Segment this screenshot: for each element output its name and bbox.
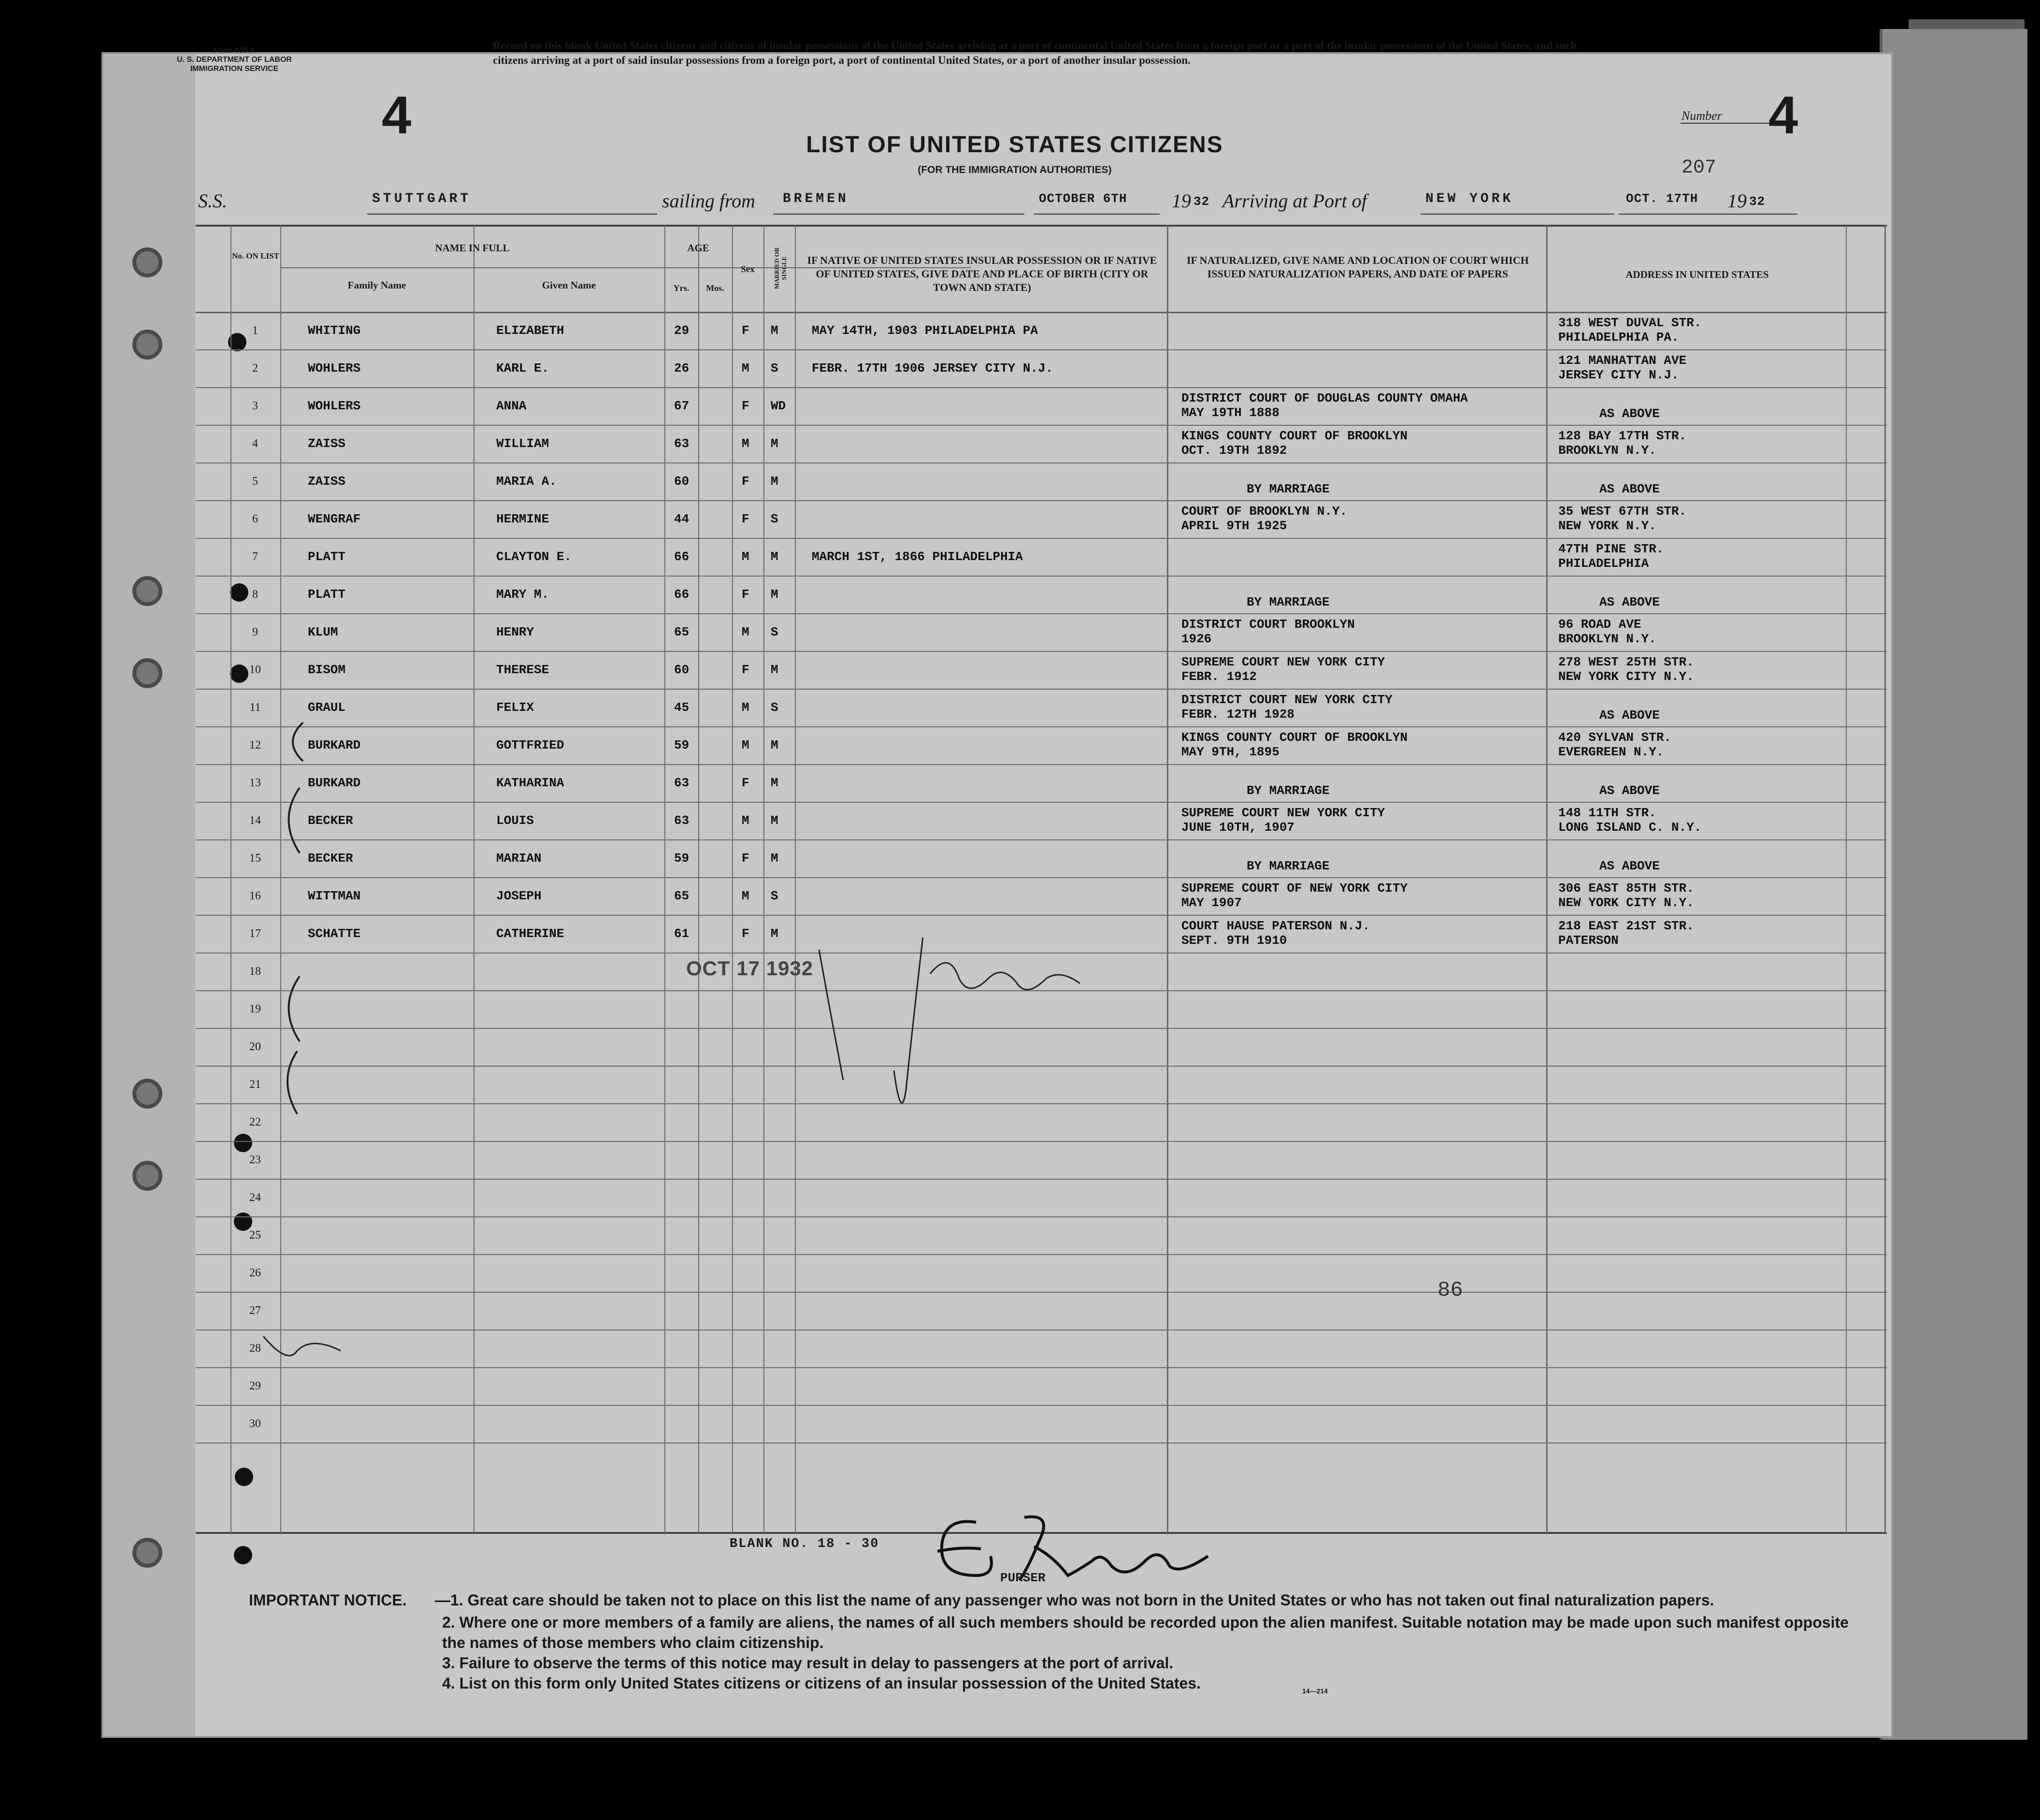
address-line-2: BROOKLYN N.Y. xyxy=(1558,443,1656,458)
col-header-address: ADDRESS IN UNITED STATES xyxy=(1625,269,1769,280)
age-years: 65 xyxy=(674,889,690,903)
arriving-label: Arriving at Port of xyxy=(1222,190,1367,212)
date-from-underline xyxy=(1034,214,1160,215)
col-header-sex: Sex xyxy=(741,264,755,274)
age-years: 66 xyxy=(674,549,690,564)
department-name: U. S. DEPARTMENT OF LABOR xyxy=(177,56,292,64)
address-line-2: BROOKLYN N.Y. xyxy=(1558,632,1656,646)
given-name: GOTTFRIED xyxy=(496,738,564,752)
address: AS ABOVE xyxy=(1599,406,1660,421)
row-number: 21 xyxy=(249,1078,261,1091)
family-name: GRAUL xyxy=(308,700,346,715)
given-name: ELIZABETH xyxy=(496,323,564,338)
row-number: 28 xyxy=(249,1342,261,1355)
list-number-left: 4 xyxy=(382,86,412,145)
row-number: 26 xyxy=(249,1267,261,1279)
age-years: 29 xyxy=(674,323,690,338)
family-name: BECKER xyxy=(308,851,353,866)
page-count-mark: 86 xyxy=(1437,1278,1463,1302)
family-name: WOHLERS xyxy=(308,361,361,376)
marital-status: M xyxy=(771,776,778,790)
address-line-2: EVERGREEN N.Y. xyxy=(1558,745,1664,759)
naturalization-date: MAY 9TH, 1895 xyxy=(1181,745,1279,759)
marital-status: M xyxy=(771,323,778,338)
given-name: THERESE xyxy=(496,663,549,677)
marital-status: S xyxy=(771,889,778,903)
signature-icon xyxy=(937,1521,991,1575)
age-years: 26 xyxy=(674,361,690,376)
age-years: 63 xyxy=(674,776,690,790)
ship-name: STUTTGART xyxy=(372,191,472,206)
row-number: 17 xyxy=(249,927,261,940)
given-name: MARY M. xyxy=(496,587,549,602)
address-line-2: JERSEY CITY N.J. xyxy=(1558,368,1679,382)
bracket-mark-icon xyxy=(293,722,303,761)
marital-status: M xyxy=(771,474,778,489)
binding-hole-icon xyxy=(132,1079,162,1109)
form-number: Form 630 A xyxy=(213,46,256,55)
port-from-underline xyxy=(773,214,1024,215)
naturalization-court: DISTRICT COURT OF DOUGLAS COUNTY OMAHA xyxy=(1181,391,1468,405)
arrival-year: 32 xyxy=(1749,194,1766,209)
naturalization-court: BY MARRIAGE xyxy=(1247,595,1330,609)
binding-hole-icon xyxy=(132,330,162,360)
age-years: 60 xyxy=(674,663,690,677)
departure-date: OCTOBER 6TH xyxy=(1039,191,1127,206)
given-name: JOSEPH xyxy=(496,889,542,903)
sex: F xyxy=(742,663,749,677)
naturalization-court: BY MARRIAGE xyxy=(1247,482,1330,496)
purser-label: PURSER xyxy=(1000,1571,1046,1585)
marital-status: S xyxy=(771,625,778,639)
sex: M xyxy=(742,889,749,903)
sex: M xyxy=(742,813,749,828)
address-line-1: 121 MANHATTAN AVE xyxy=(1558,353,1687,368)
page-edge-tab xyxy=(1880,29,2027,1740)
address-line-1: 96 ROAD AVE xyxy=(1558,617,1641,632)
signature-icon xyxy=(1020,1517,1208,1580)
naturalization-date: APRIL 9TH 1925 xyxy=(1181,519,1287,533)
address-line-2: NEW YORK CITY N.Y. xyxy=(1558,896,1694,910)
row-number: 29 xyxy=(249,1380,261,1392)
naturalization-court: SUPREME COURT NEW YORK CITY xyxy=(1181,806,1385,820)
ss-label: S.S. xyxy=(198,190,227,212)
col-header-yrs: Yrs. xyxy=(673,283,690,293)
family-name: BECKER xyxy=(308,813,353,828)
signature-icon xyxy=(894,938,923,1103)
family-name: BURKARD xyxy=(308,776,361,790)
age-years: 67 xyxy=(674,399,690,413)
naturalization-date: MAY 19TH 1888 xyxy=(1181,405,1279,420)
age-years: 59 xyxy=(674,851,690,866)
row-number: 8 xyxy=(252,588,258,601)
address-line-2: NEW YORK CITY N.Y. xyxy=(1558,669,1694,684)
address-line-2: LONG ISLAND C. N.Y. xyxy=(1558,820,1702,835)
given-name: WILLIAM xyxy=(496,436,549,451)
date-to-underline xyxy=(1619,214,1797,215)
naturalization-court: COURT HAUSE PATERSON N.J. xyxy=(1181,919,1370,933)
family-name: SCHATTE xyxy=(308,926,361,941)
address-line-1: 35 WEST 67TH STR. xyxy=(1558,504,1687,519)
naturalization-court: BY MARRIAGE xyxy=(1247,859,1330,873)
sex: M xyxy=(742,549,749,564)
record-instructions: Record on this blank United States citizens and citizens of insular possessions of the United States arriving at a port of continental United States from a foreign port or a port of the insular possessions of the United States, and such citizens arriving at a port of said insular possessions from a foreign port, a port of continental United States, or a port of another insular possession. xyxy=(493,40,1577,66)
address-line-1: 318 WEST DUVAL STR. xyxy=(1558,316,1702,330)
marital-status: M xyxy=(771,813,778,828)
age-years: 63 xyxy=(674,813,690,828)
family-name: WITTMAN xyxy=(308,889,361,903)
notice-item-2: 2. Where one or more members of a family are aliens, the names of all such members should be recorded upon the alien manifest. Suitable notation may be made upon such manifest opposite the names of those members who claim citizenship. xyxy=(442,1614,1849,1651)
signature-icon xyxy=(930,963,1080,990)
given-name: CLAYTON E. xyxy=(496,549,572,564)
sex: M xyxy=(742,700,749,715)
arrival-date: OCT. 17TH xyxy=(1626,191,1698,206)
col-header-mos: Mos. xyxy=(706,283,724,293)
naturalization-court: KINGS COUNTY COURT OF BROOKLYN xyxy=(1181,429,1408,443)
address: AS ABOVE xyxy=(1599,783,1660,798)
row-number: 5 xyxy=(252,475,258,488)
family-name: WENGRAF xyxy=(308,512,361,526)
service-name: IMMIGRATION SERVICE xyxy=(190,65,279,73)
binding-hole-icon xyxy=(132,1538,162,1568)
row-number: 15 xyxy=(249,852,261,865)
naturalization-date: 1926 xyxy=(1181,632,1212,646)
family-name: BURKARD xyxy=(308,738,361,752)
age-years: 45 xyxy=(674,700,690,715)
binding-margin xyxy=(103,54,195,1736)
given-name: HENRY xyxy=(496,625,534,639)
marital-status: M xyxy=(771,738,778,752)
sex: F xyxy=(742,587,749,602)
form-code: 14—214 xyxy=(1302,1687,1328,1695)
sex: F xyxy=(742,399,749,413)
col-header-name: NAME IN FULL xyxy=(435,242,510,254)
marital-status: S xyxy=(771,512,778,526)
naturalization-court: DISTRICT COURT BROOKLYN xyxy=(1181,617,1355,632)
row-number: 12 xyxy=(249,739,261,751)
row-number: 14 xyxy=(249,814,261,827)
sex: F xyxy=(742,776,749,790)
col-header-naturalized: IF NATURALIZED, GIVE NAME AND LOCATION OF COURT WHICH ISSUED NATURALIZATION PAPERS, AND DATE OF PAPERS xyxy=(1187,254,1529,280)
naturalization-court: DISTRICT COURT NEW YORK CITY xyxy=(1181,693,1393,707)
birth-info: MARCH 1ST, 1866 PHILADELPHIA xyxy=(812,549,1023,564)
sex: F xyxy=(742,474,749,489)
naturalization-date: MAY 1907 xyxy=(1181,896,1242,910)
arrival-date-stamp: OCT 17 1932 xyxy=(686,957,814,980)
address-line-1: 218 EAST 21ST STR. xyxy=(1558,919,1694,933)
given-name: FELIX xyxy=(496,700,534,715)
given-name: LOUIS xyxy=(496,813,534,828)
family-name: BISOM xyxy=(308,663,346,677)
row-number: 10 xyxy=(249,664,261,676)
marital-status: M xyxy=(771,663,778,677)
given-name: MARIA A. xyxy=(496,474,557,489)
naturalization-court: BY MARRIAGE xyxy=(1247,783,1330,798)
naturalization-date: FEBR. 1912 xyxy=(1181,669,1257,684)
sex: F xyxy=(742,851,749,866)
notice-item-3: 3. Failure to observe the terms of this notice may result in delay to passengers at the port of arrival. xyxy=(442,1654,1174,1672)
binding-hole-icon xyxy=(132,658,162,688)
sex: M xyxy=(742,738,749,752)
row-number: 6 xyxy=(252,513,258,525)
port-of-departure: BREMEN xyxy=(783,191,849,206)
check-stroke-icon xyxy=(819,950,843,1080)
address: AS ABOVE xyxy=(1599,595,1660,609)
bracket-mark-icon xyxy=(289,976,300,1041)
row-number: 1 xyxy=(252,324,258,337)
manifest-table xyxy=(196,225,1887,1534)
handwritten-marks xyxy=(196,225,1887,1534)
given-name: KATHARINA xyxy=(496,776,564,790)
address-line-2: PHILADELPHIA xyxy=(1558,556,1649,571)
col-header-age: AGE xyxy=(687,242,709,254)
age-years: 61 xyxy=(674,926,690,941)
row-number: 18 xyxy=(249,965,261,978)
punch-dot-icon xyxy=(234,1546,252,1564)
marital-status: M xyxy=(771,926,778,941)
col-header-married: MARRIED OR SINGLE xyxy=(773,247,788,289)
marital-status: WD xyxy=(771,399,786,413)
age-years: 59 xyxy=(674,738,690,752)
sex: M xyxy=(742,361,749,376)
row-number: 22 xyxy=(249,1116,261,1128)
year-prefix: 19 xyxy=(1172,190,1191,212)
sex: F xyxy=(742,926,749,941)
age-years: 66 xyxy=(674,587,690,602)
address-line-2: NEW YORK N.Y. xyxy=(1558,519,1656,533)
marital-status: M xyxy=(771,587,778,602)
row-number: 25 xyxy=(249,1229,261,1242)
given-name: KARL E. xyxy=(496,361,549,376)
marital-status: S xyxy=(771,700,778,715)
year-prefix: 19 xyxy=(1727,190,1747,212)
address: AS ABOVE xyxy=(1599,708,1660,722)
binding-hole-icon xyxy=(132,247,162,277)
binding-hole-icon xyxy=(132,1161,162,1191)
sex: F xyxy=(742,323,749,338)
given-name: HERMINE xyxy=(496,512,549,526)
port-of-arrival: NEW YORK xyxy=(1425,191,1514,206)
family-name: ZAISS xyxy=(308,436,346,451)
address: AS ABOVE xyxy=(1599,482,1660,496)
birth-info: FEBR. 17TH 1906 JERSEY CITY N.J. xyxy=(812,361,1053,376)
family-name: WHITING xyxy=(308,323,361,338)
birth-info: MAY 14TH, 1903 PHILADELPHIA PA xyxy=(812,323,1038,338)
marital-status: M xyxy=(771,851,778,866)
address-line-2: PATERSON xyxy=(1558,933,1619,948)
row-number: 11 xyxy=(249,701,261,714)
row-number: 23 xyxy=(249,1154,261,1166)
row-number: 16 xyxy=(249,890,261,902)
address: AS ABOVE xyxy=(1599,859,1660,873)
col-header-birth: IF NATIVE OF UNITED STATES INSULAR POSSESSION OR IF NATIVE OF UNITED STATES, GIVE DATE AND PLACE OF BIRTH (CITY OR TOWN AND STATE) xyxy=(807,254,1157,293)
age-years: 63 xyxy=(674,436,690,451)
sailing-label: sailing from xyxy=(662,190,755,212)
naturalization-date: JUNE 10TH, 1907 xyxy=(1181,820,1295,835)
given-name: ANNA xyxy=(496,399,527,413)
list-number-right: 4 xyxy=(1768,86,1798,145)
port-to-underline xyxy=(1421,214,1614,215)
row-number: 2 xyxy=(252,362,258,375)
row-number: 30 xyxy=(249,1417,261,1430)
sex: M xyxy=(742,436,749,451)
address-line-1: 128 BAY 17TH STR. xyxy=(1558,429,1687,443)
marital-status: S xyxy=(771,361,778,376)
naturalization-date: OCT. 19TH 1892 xyxy=(1181,443,1287,458)
address-line-1: 47TH PINE STR. xyxy=(1558,542,1664,556)
address-line-1: 420 SYLVAN STR. xyxy=(1558,730,1672,745)
blank-note: BLANK NO. 18 - 30 xyxy=(730,1537,879,1551)
marital-status: M xyxy=(771,436,778,451)
ship-name-underline xyxy=(367,214,657,215)
naturalization-court: SUPREME COURT NEW YORK CITY xyxy=(1181,655,1385,669)
col-header-family: Family Name xyxy=(347,279,406,291)
number-label: Number xyxy=(1681,109,1722,123)
col-header-given: Given Name xyxy=(542,279,596,291)
age-years: 65 xyxy=(674,625,690,639)
row-number: 4 xyxy=(252,437,258,450)
binding-hole-icon xyxy=(132,576,162,606)
address-line-1: 306 EAST 85TH STR. xyxy=(1558,881,1694,896)
page-subtitle: (FOR THE IMMIGRATION AUTHORITIES) xyxy=(918,164,1112,175)
curve-mark-icon xyxy=(263,1336,341,1356)
row-number: 13 xyxy=(249,777,261,789)
row-number: 19 xyxy=(249,1003,261,1015)
row-number: 7 xyxy=(252,550,258,563)
given-name: CATHERINE xyxy=(496,926,564,941)
naturalization-date: FEBR. 12TH 1928 xyxy=(1181,707,1295,722)
notice-heading: IMPORTANT NOTICE. xyxy=(249,1591,407,1609)
naturalization-court: COURT OF BROOKLYN N.Y. xyxy=(1181,504,1348,519)
given-name: MARIAN xyxy=(496,851,542,866)
naturalization-court: KINGS COUNTY COURT OF BROOKLYN xyxy=(1181,730,1408,745)
purser-signature xyxy=(918,1503,1256,1600)
age-years: 44 xyxy=(674,512,690,526)
naturalization-date: SEPT. 9TH 1910 xyxy=(1181,933,1287,948)
bracket-mark-icon xyxy=(287,1051,297,1114)
notice-item-4: 4. List on this form only United States citizens or citizens of an insular possession of the United States. xyxy=(442,1675,1201,1692)
notice-item-1: —1. Great care should be taken not to place on this list the name of any passenger who was not born in the United States or who has not taken out final naturalization papers. xyxy=(435,1591,1714,1609)
age-years: 60 xyxy=(674,474,690,489)
family-name: PLATT xyxy=(308,587,346,602)
address-line-1: 148 11TH STR. xyxy=(1558,806,1656,820)
row-number: 27 xyxy=(249,1304,261,1317)
address-line-1: 278 WEST 25TH STR. xyxy=(1558,655,1694,669)
row-number: 3 xyxy=(252,400,258,412)
family-name: ZAISS xyxy=(308,474,346,489)
marital-status: M xyxy=(771,549,778,564)
page-title: LIST OF UNITED STATES CITIZENS xyxy=(806,132,1223,158)
bracket-mark-icon xyxy=(289,788,300,853)
naturalization-court: SUPREME COURT OF NEW YORK CITY xyxy=(1181,881,1408,896)
row-number: 24 xyxy=(249,1191,261,1204)
sex: F xyxy=(742,512,749,526)
stamped-number: 207 xyxy=(1681,157,1717,179)
family-name: KLUM xyxy=(308,625,338,639)
col-header-no: No. ON LIST xyxy=(232,251,279,260)
address-line-2: PHILADELPHIA PA. xyxy=(1558,330,1679,345)
family-name: PLATT xyxy=(308,549,346,564)
sex: M xyxy=(742,625,749,639)
form-identifier xyxy=(164,46,304,73)
departure-year: 32 xyxy=(1193,194,1210,209)
row-number: 9 xyxy=(252,626,258,638)
row-number: 20 xyxy=(249,1040,261,1053)
family-name: WOHLERS xyxy=(308,399,361,413)
